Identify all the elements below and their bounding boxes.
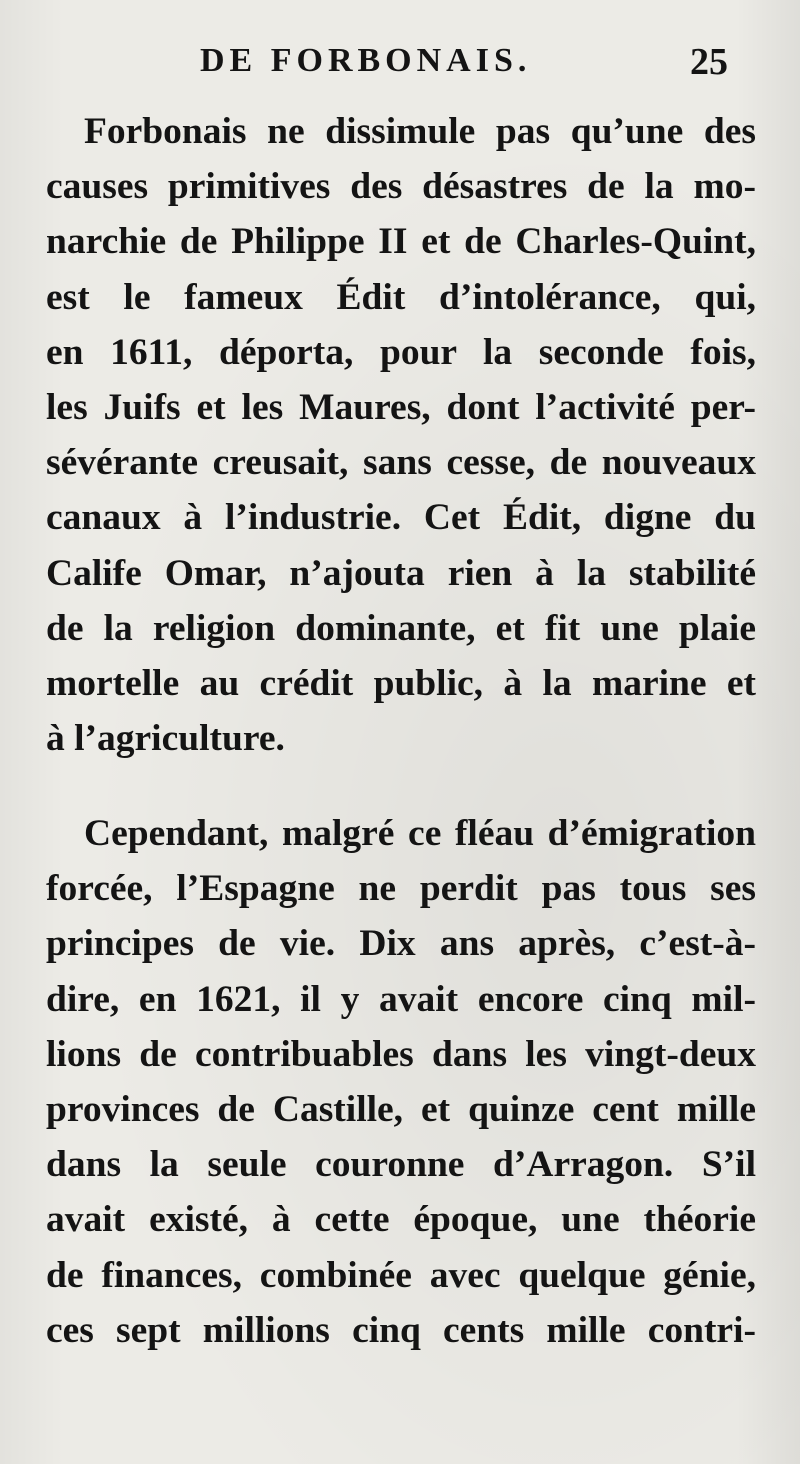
text-line: dire, en 1621, il y avait encore cinq mil- xyxy=(46,978,756,1020)
text-line: ces sept millions cinq cents mille contri- xyxy=(46,1309,756,1351)
text-line: Forbonais ne dissimule pas qu’une des xyxy=(84,111,756,152)
running-title: DE FORBONAIS. xyxy=(200,42,532,79)
text-line: Calife Omar, n’ajouta rien à la stabilité xyxy=(46,552,756,594)
page-number: 25 xyxy=(690,41,728,83)
text-line: principes de vie. Dix ans après, c’est-à- xyxy=(46,923,756,965)
page-header xyxy=(0,38,800,88)
text-line: forcée, l’Espagne ne perdit pas tous ses xyxy=(46,868,756,910)
text-line: de la religion dominante, et fit une plaie xyxy=(46,607,756,649)
text-line: sévérante creusait, sans cesse, de nouveaux xyxy=(46,442,756,484)
text-line: les Juifs et les Maures, dont l’activité per- xyxy=(46,386,756,428)
text-line: narchie de Philippe II et de Charles-Quint, xyxy=(46,221,756,263)
text-line: à l’agriculture. xyxy=(46,718,285,760)
text-line: de finances, combinée avec quelque génie, xyxy=(46,1254,756,1296)
text-line: en 1611, déporta, pour la seconde fois, xyxy=(46,331,756,373)
text-line: causes primitives des désastres de la mo- xyxy=(46,166,756,208)
paragraph xyxy=(46,806,756,1358)
text-line: est le fameux Édit d’intolérance, qui, xyxy=(46,276,756,318)
text-line: provinces de Castille, et quinze cent mille xyxy=(46,1088,756,1130)
text-line: lions de contribuables dans les vingt-deux xyxy=(46,1033,756,1075)
paragraph xyxy=(46,104,756,766)
text-line: dans la seule couronne d’Arragon. S’il xyxy=(46,1144,756,1186)
text-line: canaux à l’industrie. Cet Édit, digne du xyxy=(46,497,756,539)
text-line: mortelle au crédit public, à la marine et xyxy=(46,662,756,704)
text-line: Cependant, malgré ce fléau d’émigration xyxy=(84,813,756,854)
text-line: avait existé, à cette époque, une théorie xyxy=(46,1199,756,1241)
